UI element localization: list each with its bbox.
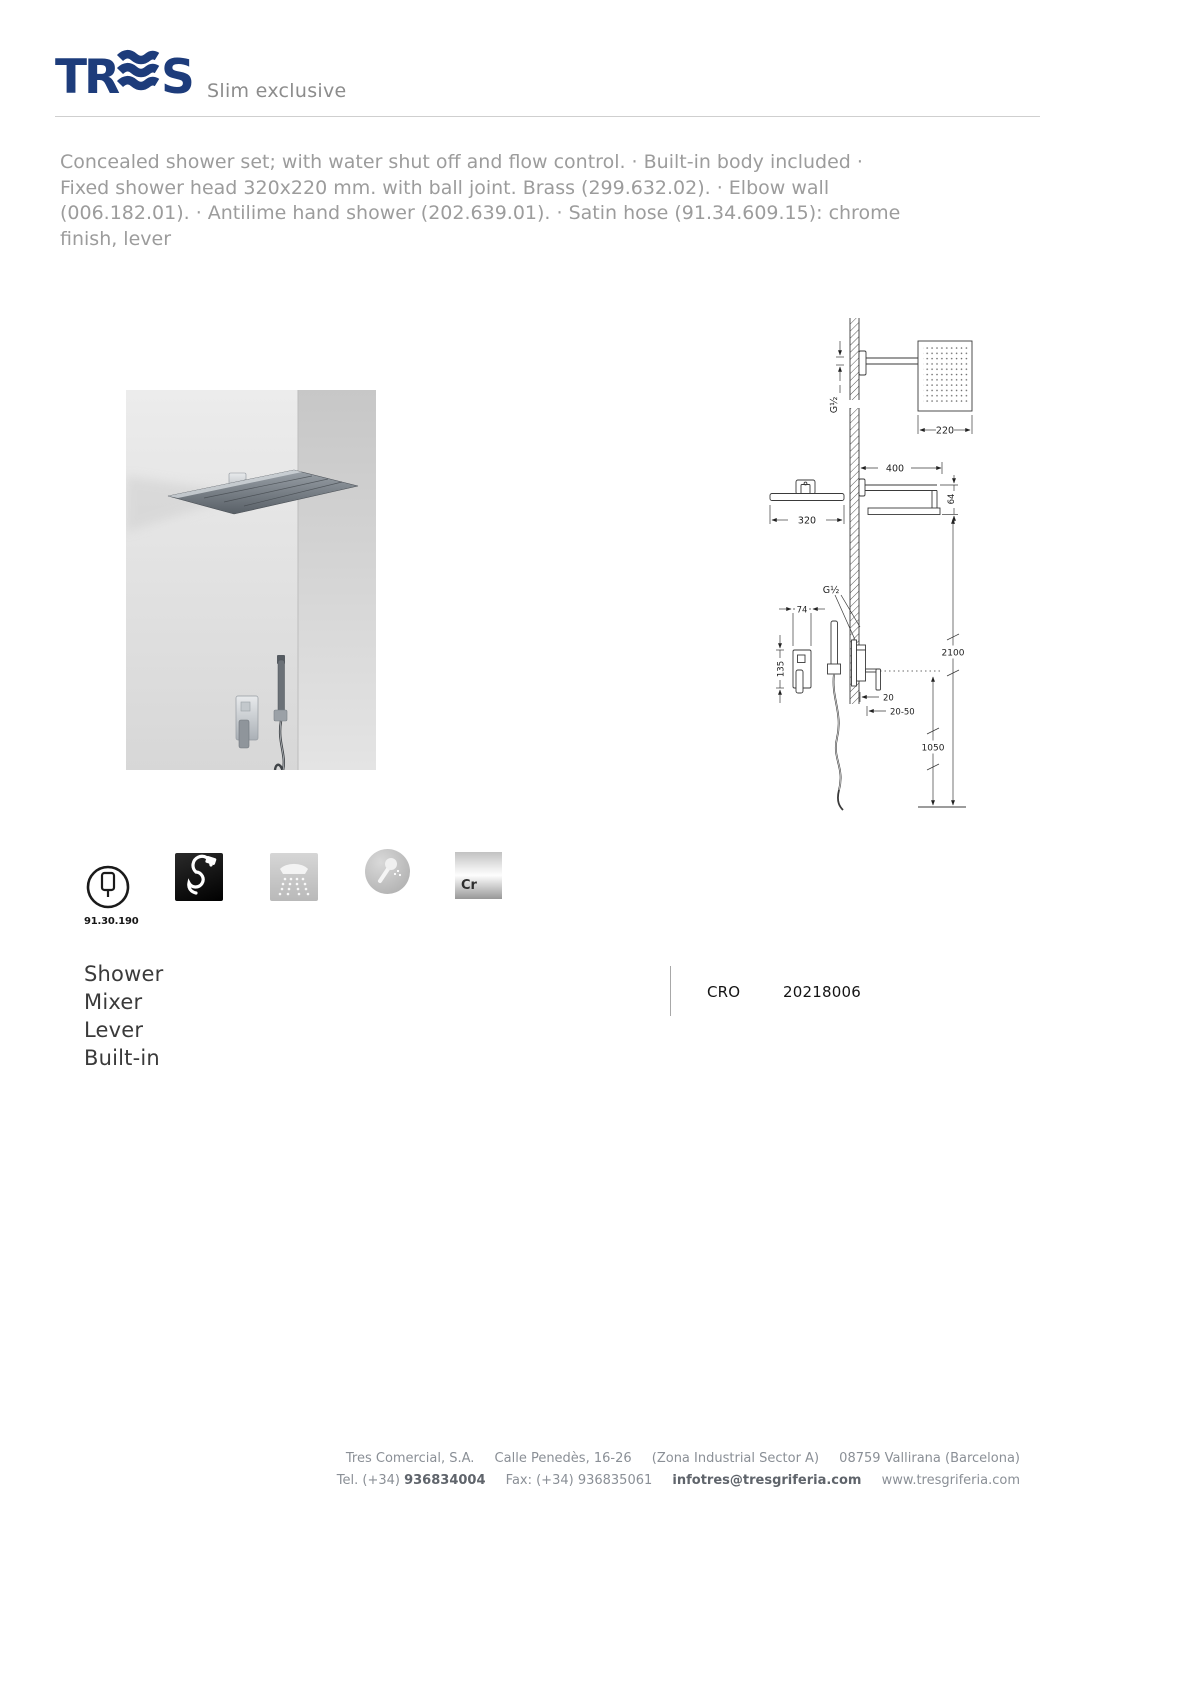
dim-ghalf-top-label: G½ — [829, 396, 840, 414]
series-subtitle: Slim exclusive — [207, 80, 347, 102]
dim-320-label: 320 — [797, 515, 817, 527]
footer-tel-label: Tel. (+34) — [336, 1473, 400, 1488]
product-photo — [126, 390, 376, 774]
footer-line-1 — [337, 1448, 1020, 1470]
dim-64-label: 64 — [947, 493, 957, 505]
finish-code: CRO — [707, 983, 741, 1001]
hand-shower-icon — [365, 849, 410, 894]
dim-400-label: 400 — [885, 463, 905, 475]
feature-item: Lever — [84, 1018, 144, 1042]
footer — [337, 1448, 1020, 1492]
footer-zone: (Zona Industrial Sector A) — [651, 1451, 820, 1466]
dim-ghalf-mid-label: G½ — [822, 585, 840, 596]
hose-icon — [175, 853, 223, 901]
footer-website: www.tresgriferia.com — [881, 1473, 1020, 1488]
footer-city: 08759 Vallirana (Barcelona) — [839, 1451, 1020, 1466]
dim-20-label: 20 — [883, 693, 894, 704]
dim-1050-label: 1050 — [921, 743, 945, 754]
tres-logo — [55, 48, 213, 108]
dim-2100-label: 2100 — [941, 648, 965, 659]
dim-20-50-label: 20-50 — [890, 707, 915, 718]
chrome-abbr-label: Cr — [461, 878, 477, 893]
feature-item: Mixer — [84, 990, 143, 1014]
dim-135-label: 135 — [776, 660, 787, 678]
footer-address: Calle Penedès, 16-26 — [494, 1451, 632, 1466]
logo-text-left: TR — [55, 50, 118, 104]
technical-drawing — [690, 293, 1020, 842]
logo-text-right: S — [161, 50, 195, 104]
footer-tel: 936834004 — [404, 1473, 486, 1488]
product-description: Concealed shower set; with water shut off and flow control. · Built-in body included · Fixed shower head 320x220 mm. with ball joint. Brass (299.632.02). · Elbow wall (006.182.01). · Antilime hand shower (202.639.01). · Satin hose (91.34.609.15): chrome finish, lever — [60, 151, 901, 250]
built-in-body-icon — [84, 864, 132, 910]
chrome-finish-icon — [455, 852, 502, 899]
feature-item: Shower — [84, 962, 164, 986]
badge-built-in-body — [84, 864, 139, 927]
header-divider — [55, 116, 1040, 117]
dim-220-label: 220 — [935, 425, 955, 437]
reference-number: 20218006 — [783, 983, 861, 1001]
footer-email: infotres@tresgriferia.com — [672, 1473, 862, 1488]
sku-divider — [670, 966, 671, 1016]
dim-74-label: 74 — [796, 605, 808, 616]
feature-list — [84, 960, 163, 1072]
shower-head-icon — [270, 853, 318, 901]
feature-item: Built-in — [84, 1046, 160, 1070]
body-code-label: 91.30.190 — [84, 916, 139, 927]
footer-fax: Fax: (+34) 936835061 — [505, 1473, 653, 1488]
tres-logo-icon — [55, 48, 213, 104]
footer-line-2 — [337, 1470, 1020, 1492]
footer-company: Tres Comercial, S.A. — [345, 1451, 475, 1466]
